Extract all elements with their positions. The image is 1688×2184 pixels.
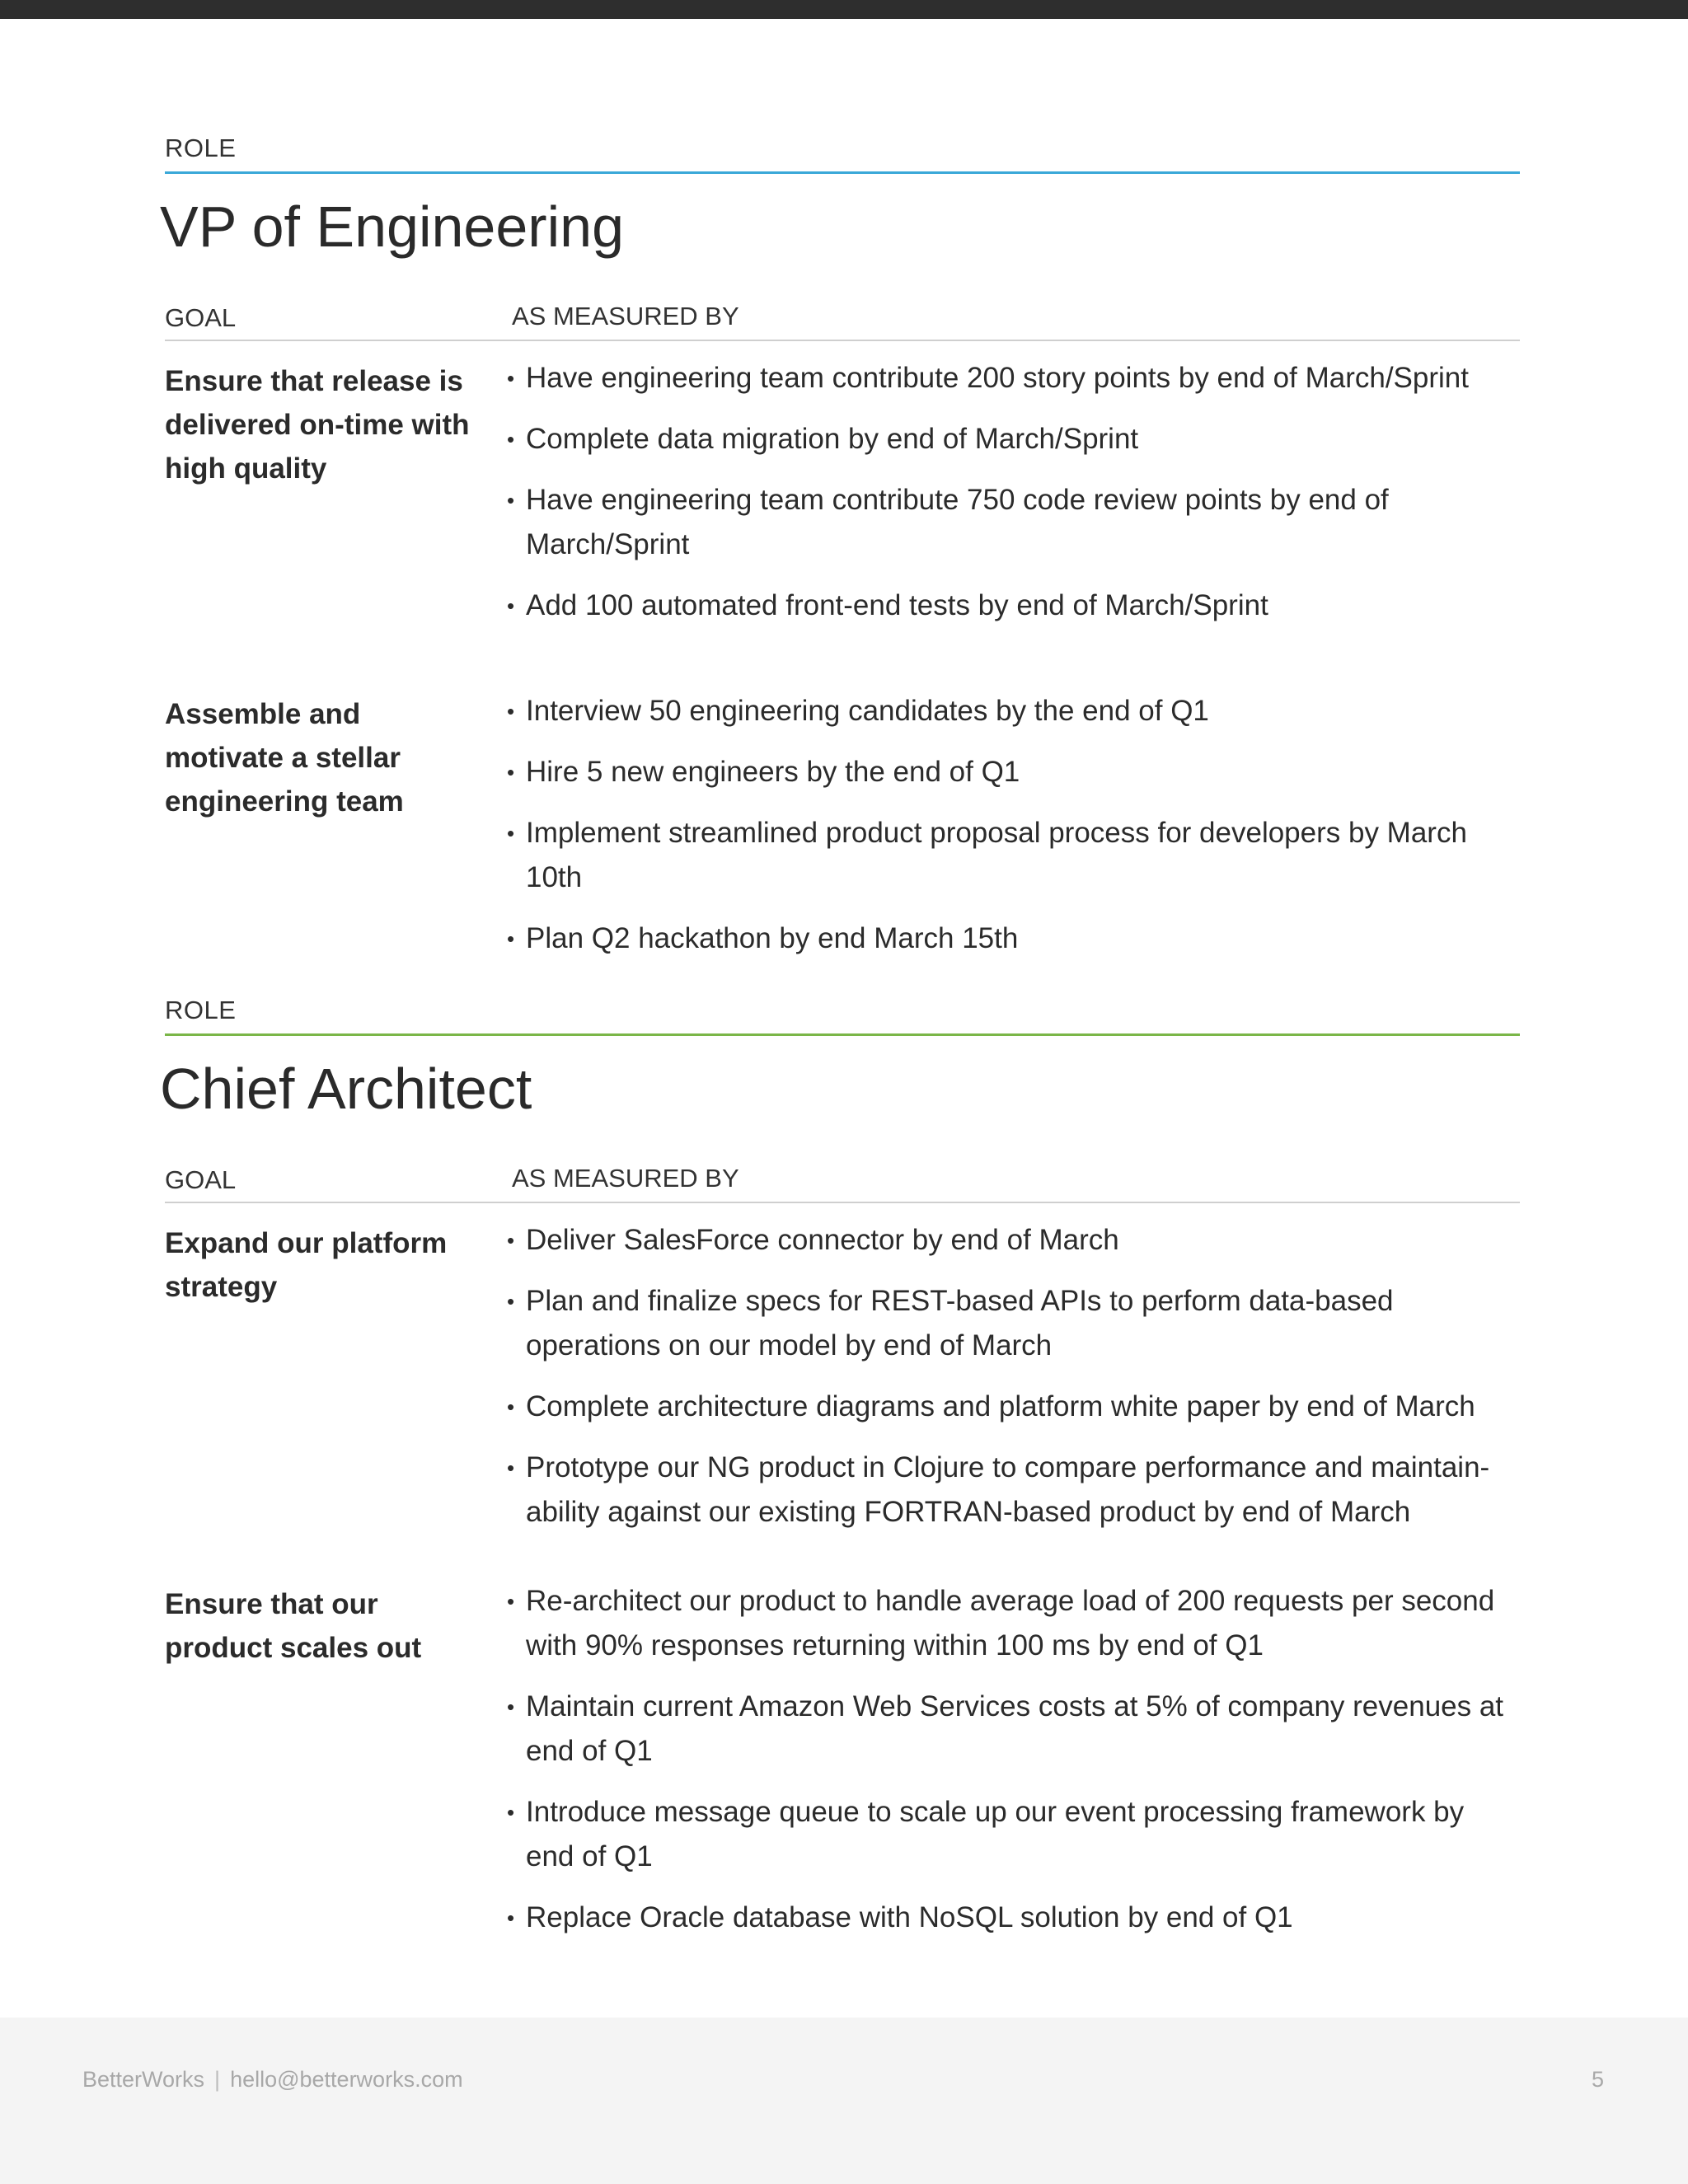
measure-text: Interview 50 engineering candidates by the end of Q1 — [526, 694, 1209, 727]
measure-item — [507, 1896, 1510, 1940]
bullet-icon: • — [507, 1227, 515, 1253]
goal-row — [165, 689, 1520, 977]
measure-item — [507, 1446, 1510, 1535]
role-divider — [165, 171, 1520, 174]
bullet-icon: • — [507, 365, 515, 391]
footer-contact — [82, 2063, 463, 2096]
role-section-vp-engineering — [160, 132, 1520, 977]
bullet-icon: • — [507, 487, 515, 513]
role-section-chief-architect — [160, 994, 1520, 1957]
measure-item — [507, 356, 1510, 401]
footer — [0, 2018, 1688, 2184]
bullet-icon: • — [507, 1288, 515, 1314]
goal-text: Ensure that our product scales out — [165, 1587, 422, 1664]
measure-item — [507, 750, 1510, 794]
role-title: Chief Architect — [160, 1057, 532, 1121]
measure-item — [507, 1790, 1510, 1879]
role-label: ROLE — [165, 134, 237, 162]
page-number: 5 — [1591, 2067, 1604, 2092]
role-title: VP of Engineering — [160, 194, 625, 259]
footer-email-link[interactable]: hello@betterworks.com — [230, 2067, 463, 2092]
measure-item — [507, 689, 1510, 733]
column-divider — [165, 340, 1520, 341]
measure-list — [507, 689, 1520, 977]
role-label: ROLE — [165, 996, 237, 1024]
footer-separator: | — [214, 2067, 221, 2092]
goal-text: Ensure that release is delivered on-time with high quality — [165, 364, 470, 485]
role-divider — [165, 1033, 1520, 1036]
measure-text: Plan and finalize specs for REST-based APIs to perform data-based operations on our model by end of March — [526, 1284, 1394, 1361]
goal-row — [165, 1218, 1520, 1551]
measure-item — [507, 478, 1510, 567]
top-bar — [0, 0, 1688, 19]
measure-list — [507, 356, 1520, 644]
goal-column-header: GOAL — [165, 302, 237, 332]
measure-item — [507, 1385, 1510, 1429]
measure-text: Re-architect our product to handle average load of 200 requests per second with 90% responses returning within 100 ms by end of Q1 — [526, 1584, 1495, 1661]
measure-list — [507, 1579, 1520, 1957]
measure-column-header: AS MEASURED BY — [512, 301, 739, 330]
bullet-icon: • — [507, 820, 515, 846]
bullet-icon: • — [507, 759, 515, 785]
bullet-icon: • — [507, 426, 515, 452]
measure-text: Complete data migration by end of March/Sprint — [526, 422, 1139, 455]
measure-item — [507, 583, 1510, 628]
measure-text: Implement streamlined product proposal process for developers by March 10th — [526, 816, 1467, 893]
column-headers — [165, 300, 1520, 333]
measure-list — [507, 1218, 1520, 1551]
column-headers — [165, 1162, 1520, 1195]
measure-text: Have engineering team contribute 200 story points by end of March/Sprint — [526, 361, 1469, 394]
bullet-icon: • — [507, 1694, 515, 1719]
bullet-icon: • — [507, 1394, 515, 1419]
goal-column-header: GOAL — [165, 1165, 237, 1194]
bullet-icon: • — [507, 1905, 515, 1930]
measure-item — [507, 916, 1510, 961]
measure-text: Add 100 automated front-end tests by end of March/Sprint — [526, 588, 1268, 621]
measure-column-header: AS MEASURED BY — [512, 1163, 739, 1193]
measure-text: Deliver SalesForce connector by end of March — [526, 1223, 1119, 1256]
measure-item — [507, 417, 1510, 462]
goal-text: Expand our platform strategy — [165, 1226, 448, 1303]
bullet-icon: • — [507, 1588, 515, 1614]
measure-item — [507, 1579, 1510, 1668]
measure-text: Hire 5 new engineers by the end of Q1 — [526, 755, 1020, 788]
bullet-icon: • — [507, 926, 515, 951]
bullet-icon: • — [507, 698, 515, 724]
goal-row — [165, 1579, 1520, 1957]
measure-text: Prototype our NG product in Clojure to compare performance and maintain-ability against our existing FORTRAN-based product by end of March — [526, 1451, 1490, 1528]
measure-item — [507, 1218, 1510, 1263]
goal-row — [165, 356, 1520, 644]
measure-text: Replace Oracle database with NoSQL solution by end of Q1 — [526, 1900, 1293, 1933]
bullet-icon: • — [507, 593, 515, 618]
measure-text: Plan Q2 hackathon by end March 15th — [526, 921, 1019, 954]
measure-item — [507, 1685, 1510, 1774]
measure-text: Maintain current Amazon Web Services costs at 5% of company revenues at end of Q1 — [526, 1690, 1504, 1767]
measure-text: Have engineering team contribute 750 code review points by end of March/Sprint — [526, 483, 1389, 560]
measure-text: Introduce message queue to scale up our event processing framework by end of Q1 — [526, 1795, 1465, 1872]
footer-company: BetterWorks — [82, 2067, 205, 2092]
measure-item — [507, 1279, 1510, 1368]
goal-text: Assemble and motivate a stellar engineering team — [165, 697, 404, 818]
measure-text: Complete architecture diagrams and platform white paper by end of March — [526, 1390, 1475, 1422]
bullet-icon: • — [507, 1799, 515, 1825]
column-divider — [165, 1202, 1520, 1203]
bullet-icon: • — [507, 1455, 515, 1480]
measure-item — [507, 811, 1510, 900]
